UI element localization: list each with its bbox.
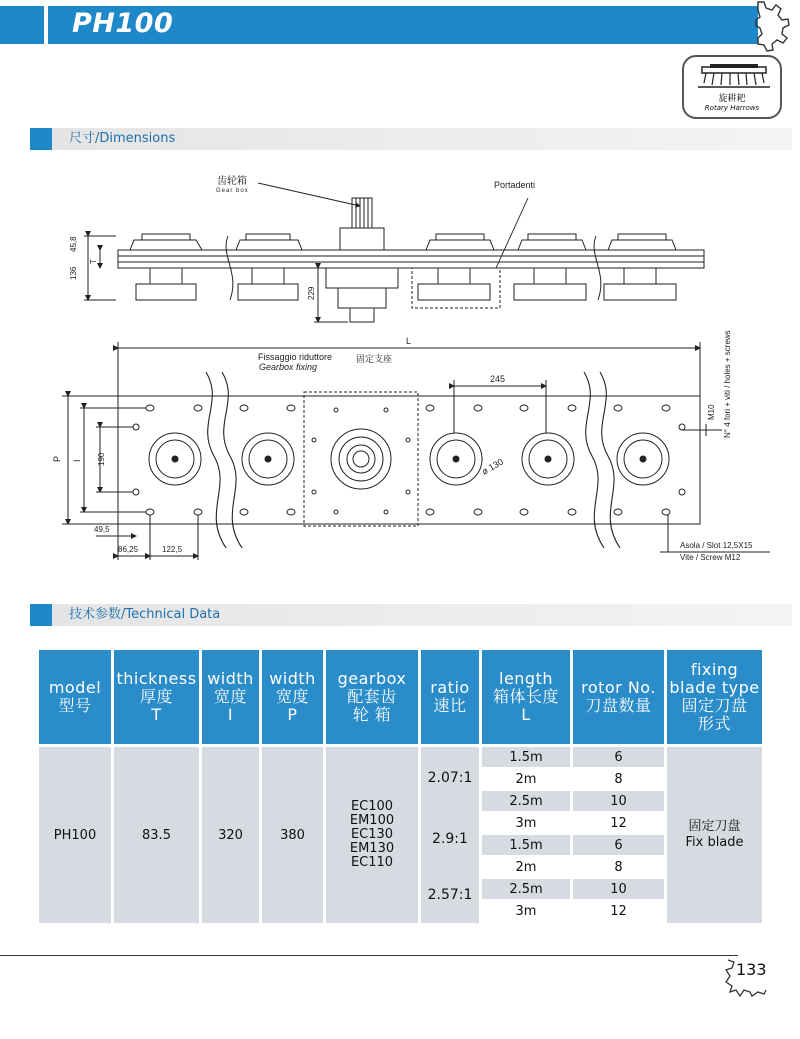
- dimensions-section-marker: [30, 128, 52, 150]
- cell-length: 2m: [482, 769, 570, 789]
- technical-section-marker: [30, 604, 52, 626]
- dim-m10: M10: [707, 404, 716, 420]
- cell-rotors: 6: [573, 835, 664, 855]
- dim-130: ø 130: [480, 456, 505, 477]
- cell-length: 1.5m: [482, 835, 570, 855]
- header-gearbox: gearbox 配套齿 轮 箱: [326, 650, 418, 744]
- rotary-harrow-icon: [694, 63, 774, 91]
- dim-l-label: L: [406, 336, 412, 346]
- dim-136: 136: [69, 266, 78, 280]
- ratio-value: 2.9:1: [432, 831, 468, 847]
- dim-122-5: 122,5: [162, 545, 183, 554]
- cell-rotors: 12: [573, 901, 664, 921]
- dim-i-label: I: [72, 459, 82, 462]
- header-ratio: ratio 速比: [421, 650, 479, 744]
- gearbox-item: EC100: [350, 799, 394, 814]
- gearbox-item: EC110: [350, 855, 394, 870]
- gearbox-fixing-label: Gearbox fixing: [259, 362, 318, 372]
- gear-icon: [748, 0, 800, 52]
- cell-rotors: 6: [573, 747, 664, 767]
- gearbox-label-cn: 齿轮箱: [217, 176, 247, 187]
- dim-p-label: P: [52, 455, 62, 462]
- cell-thickness: 83.5: [114, 747, 199, 923]
- dimensions-section-title: 尺寸/Dimensions: [69, 131, 176, 146]
- header-blade-type: fixing blade type 固定刀盘 形式: [667, 650, 762, 744]
- technical-data-table: [39, 650, 762, 923]
- header-length: length 箱体长度 L: [482, 650, 570, 744]
- technical-section-title: 技术参数/Technical Data: [69, 607, 221, 622]
- header-model: model 型号: [39, 650, 111, 744]
- cell-rotors: 8: [573, 857, 664, 877]
- dim-45-8: 45,8: [69, 236, 78, 252]
- cell-model: PH100: [39, 747, 111, 923]
- footer-rule: [0, 955, 738, 956]
- portadenti-label: Portadenti: [494, 180, 536, 190]
- header-width-i: width 宽度 I: [202, 650, 259, 744]
- fissaggio-label: Fissaggio riduttore: [258, 352, 333, 362]
- dim-245: 245: [490, 374, 506, 384]
- cell-gearboxes: [326, 747, 418, 923]
- cell-length: 3m: [482, 813, 570, 833]
- dim-86-25: 86,25: [118, 545, 139, 554]
- header-width-p: width 宽度 P: [262, 650, 323, 744]
- page-number: 133: [736, 960, 767, 979]
- cell-length: 2.5m: [482, 879, 570, 899]
- dim-229: 229: [307, 286, 316, 300]
- cell-length: 1.5m: [482, 747, 570, 767]
- dim-49-5: 49,5: [94, 525, 110, 534]
- gearbox-item: EM100: [349, 813, 395, 828]
- holes-note: N° 4 fori + viti / holes + screws: [723, 330, 732, 438]
- cell-width-p: 380: [262, 747, 323, 923]
- header-rotor-number: rotor No. 刀盘数量: [573, 650, 664, 744]
- fixed-seat-label: 固定支座: [356, 354, 393, 364]
- screw-note: Vite / Screw M12: [680, 553, 741, 562]
- dim-190: 190: [97, 452, 106, 466]
- dimension-drawing: [0, 160, 800, 580]
- cell-width-i: 320: [202, 747, 259, 923]
- cell-rotors: 8: [573, 769, 664, 789]
- cell-length: 2.5m: [482, 791, 570, 811]
- badge-label-cn: 旋耕耙: [718, 94, 746, 104]
- side-view: [84, 198, 704, 322]
- badge-label-en: Rotary Harrows: [704, 104, 760, 112]
- cell-rotors: 12: [573, 813, 664, 833]
- cell-length: 3m: [482, 901, 570, 921]
- gearbox-item: EM130: [349, 841, 395, 856]
- dim-t-label: T: [89, 259, 98, 264]
- ratio-value: 2.07:1: [427, 770, 473, 786]
- cell-blade-type: 固定刀盘 Fix blade: [667, 747, 762, 923]
- slot-note: Asola / Slot 12,5X15: [680, 541, 753, 550]
- cell-rotors: 10: [573, 791, 664, 811]
- cell-length: 2m: [482, 857, 570, 877]
- cell-rotors: 10: [573, 879, 664, 899]
- page-title: PH100: [72, 8, 174, 39]
- header-thickness: thickness 厚度 T: [114, 650, 199, 744]
- header-accent-block: [30, 6, 48, 44]
- ratio-value: 2.57:1: [427, 887, 473, 903]
- gearbox-item: EC130: [350, 827, 394, 842]
- gearbox-label-en: Gear box: [216, 188, 249, 194]
- rotary-harrows-badge: [682, 55, 782, 119]
